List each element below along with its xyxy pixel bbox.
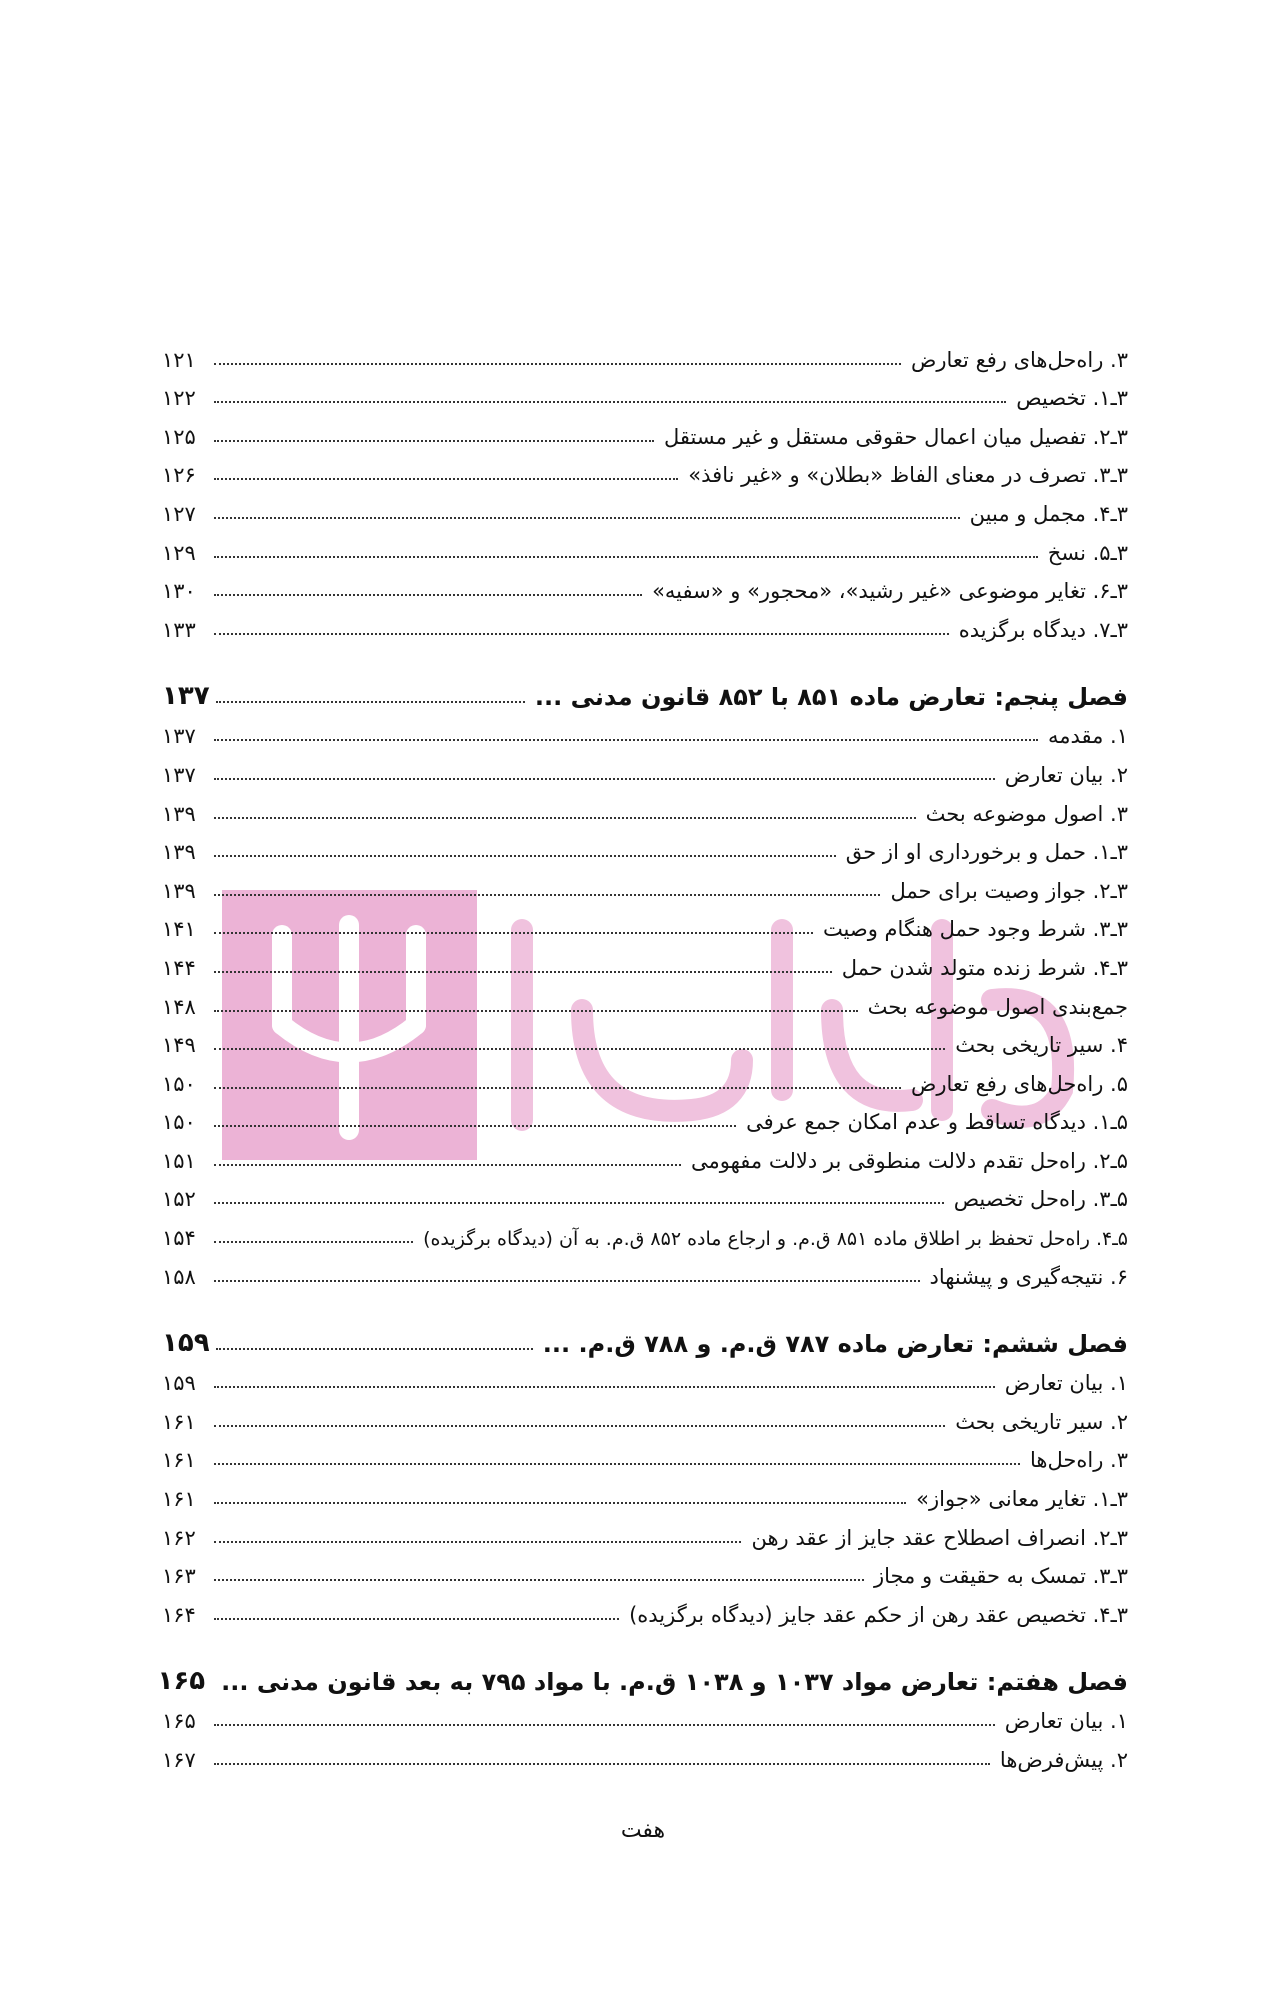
page-number: ۱۴۱ — [162, 917, 196, 942]
toc-chapter-5[interactable]: فصل پنجم: تعارض ماده ۸۵۱ با ۸۵۲ قانون مدنی ... ۱۳۷ — [162, 680, 1128, 711]
page-number: ۱۶۲ — [162, 1525, 196, 1550]
toc-entry[interactable]: ۳ـ۳. شرط وجود حمل هنگام وصیت ۱۴۱ — [162, 917, 1128, 942]
dot-leader — [214, 1462, 1020, 1465]
toc-entry[interactable]: ۳. راه‌حل‌های رفع تعارض ۱۲۱ — [162, 347, 1128, 372]
dot-leader — [214, 1424, 945, 1427]
toc-entry[interactable]: ۲. پیش‌فرض‌ها ۱۶۷ — [162, 1748, 1128, 1772]
page-number: ۱۶۱ — [162, 1409, 196, 1434]
toc-entry[interactable]: ۴. سیر تاریخی بحث ۱۴۹ — [162, 1033, 1128, 1058]
page-number: ۱۳۹ — [162, 801, 196, 826]
page-number: ۱۵۴ — [162, 1226, 196, 1251]
toc-entry[interactable]: ۵ـ۱. دیدگاه تساقط و عدم امکان جمع عرفی ۱۵۰ — [162, 1110, 1128, 1135]
page-number: ۱۲۷ — [162, 501, 196, 526]
dot-leader — [214, 854, 836, 857]
page-number: ۱۲۶ — [162, 463, 196, 488]
toc-entry[interactable]: ۱. بیان تعارض ۱۶۵ — [162, 1709, 1128, 1734]
page-number: ۱۶۵ — [162, 1709, 196, 1734]
dot-leader — [214, 1279, 920, 1282]
dot-leader — [216, 1347, 533, 1350]
page-number: ۱۳۷ — [162, 724, 196, 749]
page-number: ۱۳۰ — [162, 579, 196, 604]
page-number: ۱۴۹ — [162, 1033, 196, 1058]
dot-leader — [214, 1009, 858, 1012]
page-number: ۱۵۹ — [162, 1327, 210, 1358]
page-number: ۱۴۴ — [162, 955, 196, 980]
page-number: ۱۵۰ — [162, 1110, 196, 1135]
page-number: ۱۶۳ — [162, 1564, 196, 1589]
dot-leader — [214, 400, 1006, 403]
page-number: ۱۳۷ — [162, 680, 210, 711]
dot-leader — [214, 555, 1038, 558]
toc-entry[interactable]: ۳ـ۴. مجمل و مبین ۱۲۷ — [162, 501, 1128, 526]
dot-leader — [214, 632, 949, 635]
dot-leader — [214, 1163, 681, 1166]
toc-entry[interactable]: ۳ـ۷. دیدگاه برگزیده ۱۳۳ — [162, 617, 1128, 642]
toc-chapter-7[interactable]: فصل هفتم: تعارض مواد ۱۰۳۷ و ۱۰۳۸ ق.م. با مواد ۷۹۵ به بعد قانون مدنی ... ۱۶۵ — [157, 1665, 1128, 1696]
toc-entry[interactable]: ۶. نتیجه‌گیری و پیشنهاد ۱۵۸ — [162, 1264, 1128, 1289]
dot-leader — [214, 1240, 413, 1243]
page-number: ۱۵۹ — [162, 1371, 196, 1396]
dot-leader — [214, 1723, 995, 1726]
page-number: ۱۵۰ — [162, 1071, 196, 1096]
toc-entry[interactable]: ۳ـ۲. تفصیل میان اعمال حقوقی مستقل و غیر مستقل ۱۲۵ — [162, 424, 1128, 449]
page-number: ۱۶۷ — [162, 1748, 196, 1772]
dot-leader — [214, 738, 1038, 741]
toc-entry[interactable]: ۱. بیان تعارض ۱۵۹ — [162, 1371, 1128, 1396]
dot-leader — [214, 777, 995, 780]
table-of-contents — [157, 332, 1128, 1772]
toc-entry[interactable]: ۵ـ۲. راه‌حل تقدم دلالت منطوقی بر دلالت مفهومی ۱۵۱ — [162, 1148, 1128, 1173]
dot-leader — [214, 362, 901, 365]
page-number: ۱۵۸ — [162, 1264, 196, 1289]
toc-entry[interactable]: ۱. مقدمه ۱۳۷ — [162, 724, 1128, 749]
page-number: ۱۲۱ — [162, 347, 196, 372]
dot-leader — [214, 1385, 995, 1388]
toc-entry[interactable]: ۳ـ۲. جواز وصیت برای حمل ۱۳۹ — [162, 878, 1128, 903]
page-number: ۱۶۱ — [162, 1448, 196, 1473]
page-number: ۱۳۳ — [162, 617, 196, 642]
toc-entry[interactable]: ۵ـ۳. راه‌حل تخصیص ۱۵۲ — [162, 1187, 1128, 1212]
dot-leader — [216, 700, 525, 703]
page-number: ۱۲۹ — [162, 540, 196, 565]
dot-leader — [214, 593, 642, 596]
dot-leader — [214, 1086, 901, 1089]
toc-entry[interactable]: ۳ـ۶. تغایر موضوعی «غیر رشید»، «محجور» و «سفیه» ۱۳۰ — [162, 579, 1128, 604]
toc-entry[interactable]: ۳ـ۴. شرط زنده متولد شدن حمل ۱۴۴ — [162, 955, 1128, 980]
toc-entry[interactable]: ۳ـ۳. تصرف در معنای الفاظ «بطلان» و «غیر نافذ» ۱۲۶ — [162, 463, 1128, 488]
dot-leader — [214, 1501, 906, 1504]
dot-leader — [214, 893, 880, 896]
toc-entry[interactable]: ۳ـ۱. حمل و برخورداری او از حق ۱۳۹ — [162, 840, 1128, 865]
dot-leader — [214, 931, 813, 934]
page-number: ۱۳۹ — [162, 878, 196, 903]
page-number: ۱۲۵ — [162, 424, 196, 449]
page-number: ۱۶۱ — [162, 1487, 196, 1512]
toc-entry[interactable]: ۲. بیان تعارض ۱۳۷ — [162, 762, 1128, 787]
toc-entry[interactable]: ۳ـ۱. تغایر معانی «جواز» ۱۶۱ — [162, 1487, 1128, 1512]
toc-entry[interactable]: ۲. سیر تاریخی بحث ۱۶۱ — [162, 1409, 1128, 1434]
page-number: ۱۵۱ — [162, 1148, 196, 1173]
toc-entry[interactable]: ۳. راه‌حل‌ها ۱۶۱ — [162, 1448, 1128, 1473]
dot-leader — [214, 1201, 944, 1204]
page-number: ۱۶۴ — [162, 1602, 196, 1627]
page-number: ۱۳۷ — [162, 762, 196, 787]
page-number: ۱۲۲ — [162, 386, 196, 411]
dot-leader — [214, 516, 960, 519]
toc-entry[interactable]: ۳ـ۲. انصراف اصطلاح عقد جایز از عقد رهن ۱۶۲ — [162, 1525, 1128, 1550]
page-number: ۱۶۵ — [157, 1665, 206, 1696]
dot-leader — [214, 816, 916, 819]
page-number: ۱۳۹ — [162, 840, 196, 865]
toc-entry[interactable]: ۳ـ۱. تخصیص ۱۲۲ — [162, 386, 1128, 411]
toc-entry[interactable]: جمع‌بندی اصول موضوعه بحث ۱۴۸ — [162, 994, 1128, 1019]
dot-leader — [214, 1762, 990, 1765]
dot-leader — [214, 970, 832, 973]
dot-leader — [214, 477, 678, 480]
toc-entry[interactable]: ۳ـ۳. تمسک به حقیقت و مجاز ۱۶۳ — [162, 1564, 1128, 1589]
dot-leader — [214, 1578, 864, 1581]
toc-entry[interactable]: ۳ـ۵. نسخ ۱۲۹ — [162, 540, 1128, 565]
dot-leader — [214, 439, 654, 442]
dot-leader — [214, 1617, 619, 1620]
toc-entry[interactable]: ۳ـ۴. تخصیص عقد رهن از حکم عقد جایز (دیدگاه برگزیده) ۱۶۴ — [162, 1602, 1128, 1627]
page-number: ۱۴۸ — [162, 994, 196, 1019]
toc-entry[interactable]: ۵ـ۴. راه‌حل تحفظ بر اطلاق ماده ۸۵۱ ق.م. و ارجاع ماده ۸۵۲ ق.م. به آن (دیدگاه برگزیده) ۱۵۴ — [162, 1226, 1128, 1251]
dot-leader — [214, 1540, 741, 1543]
page-footer-number: هفت — [620, 1818, 666, 1843]
toc-chapter-6[interactable]: فصل ششم: تعارض ماده ۷۸۷ ق.م. و ۷۸۸ ق.م. ... ۱۵۹ — [162, 1327, 1128, 1358]
toc-entry[interactable]: ۵. راه‌حل‌های رفع تعارض ۱۵۰ — [162, 1071, 1128, 1096]
page-number: ۱۵۲ — [162, 1187, 196, 1212]
dot-leader — [214, 1124, 736, 1127]
toc-entry[interactable]: ۳. اصول موضوعه بحث ۱۳۹ — [162, 801, 1128, 826]
dot-leader — [214, 1047, 945, 1050]
